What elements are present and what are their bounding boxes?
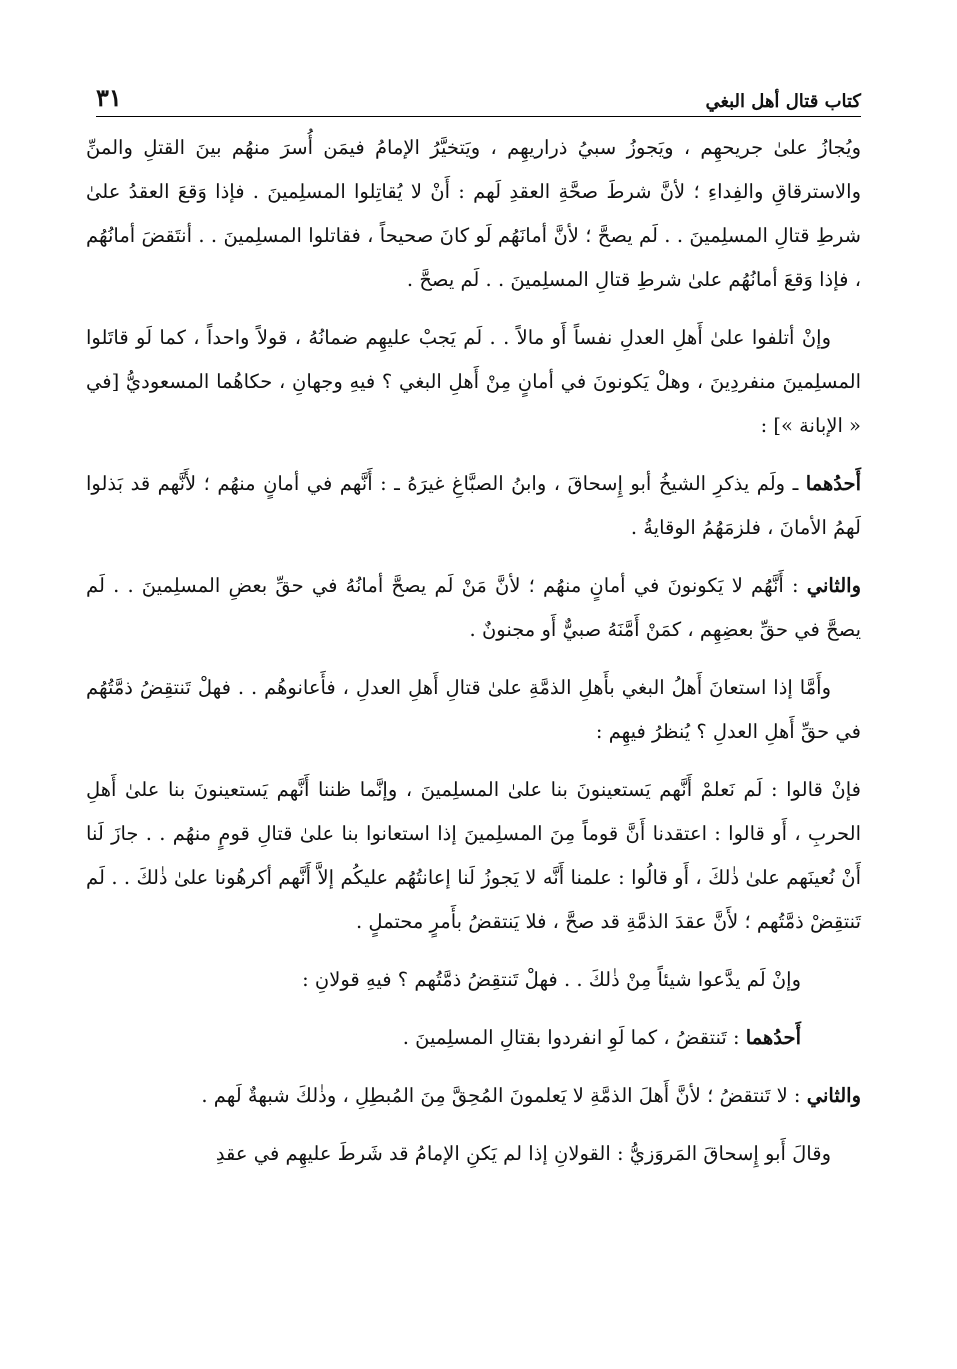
header-rule <box>96 116 861 117</box>
paragraph-lead: أَحدُهما <box>805 472 861 495</box>
paragraph-10 <box>86 1132 861 1176</box>
paragraph-3 <box>86 462 861 550</box>
paragraph-text: : لا تَنتقضُ ؛ لأنَّ أَهلَ الذمَّةِ لا يَعلمونَ المُحِقَّ مِنَ المُبطِلِ ، وذٰلكَ شبهةٌ لَهم . <box>201 1084 807 1107</box>
paragraph-2 <box>86 316 861 448</box>
paragraph-text: : تَنتقضُ ، كما لَوِ انفردوا بقتالِ المسلِمينَ . <box>402 1026 746 1049</box>
paragraph-9 <box>86 1074 861 1118</box>
running-title: كتاب قتال أهل البغي <box>705 91 861 112</box>
paragraph-1 <box>86 126 861 302</box>
paragraph-text: وإنْ أتلفوا علىٰ أَهلِ العدلِ نفساً أَو مالاً . . لَم يَجبْ عليهِم ضمانُهُ ، قولاً واحداً ، كما لَو قاتَلوا المسلِمينَ منفردِينَ ، وهلْ يَكونونَ في أمانٍ مِنْ أَهلِ البغي ؟ فيهِ وجهانِ ، حكاهُما المسعوديُّ [في « الإبانة »] : <box>86 326 861 437</box>
paragraph-text: ويُجازُ علىٰ جريحهِم ، ويَجوزُ سبيُ ذراريهِم ، ويَتخيَّرُ الإمامُ فيمَن أُسرَ منهُم بينَ القتلِ والمنِّ والاسترقاقِ والفِداءِ ؛ لأنَّ شرطَ صحَّةِ العقدِ لَهم : أَنْ لا يُقاتِلوا المسلِمينَ . فإذا وَقعَ العقدُ علىٰ شرطِ قتالِ المسلِمينَ . . لَم يصحَّ ؛ لأنَّ أمانَهُم لَو كانَ صحيحاً ، فقاتلوا المسلِمينَ . . أنتَقضَ أمانُهُم ، فإذا وَقعَ أمانُهُم علىٰ شرطِ قتالِ المسلِمينَ . . لَم يصحَّ . <box>86 136 861 291</box>
paragraph-lead: أَحدُهما <box>745 1026 801 1049</box>
paragraph-4 <box>86 564 861 652</box>
paragraph-lead: والثاني <box>806 1084 861 1107</box>
paragraph-8 <box>86 1016 861 1060</box>
paragraph-text: ـ ولَم يذكرِ الشيخُ أبو إِسحاقَ ، وابنُ الصبَّاغِ غيرَهُ ـ : أَنَّهم في أمانٍ منهُم ؛ لأَنَّهم قد بَذلوا لَهمُ الأمانَ ، فلزمَهُمُ الوقايةُ . <box>86 472 861 539</box>
page-number: ٣١ <box>96 83 122 112</box>
page-body <box>86 126 861 1190</box>
page-header <box>96 78 861 112</box>
paragraph-text: : أَنَّهُم لا يَكونونَ في أمانٍ منهُم ؛ لأنَّ مَنْ لَم يصحَّ أمانُهُ في حقِّ بعضِ المسلِمينَ . . لَم يصحَّ في حقِّ بعضِهِم ، كمَنْ أَمَّنَهُ صبيٌّ أَو مجنونٌ . <box>86 574 861 641</box>
paragraph-text: وقالَ أَبو إِسحاقَ المَروَزيُّ : القولانِ إذا لم يَكنِ الإمامُ قد شَرطَ عليهِم في عقدِ <box>215 1142 831 1165</box>
paragraph-text: وأَمَّا إذا استعانَ أَهلُ البغي بأَهلِ الذمَّةِ علىٰ قتالِ أَهلِ العدلِ ، فأَعانوهُم . . فهلْ تَنتقِضُ ذمَّتُهُم في حقِّ أَهلِ العدلِ ؟ يُنظرُ فيهِم : <box>86 676 861 743</box>
paragraph-7 <box>86 958 861 1002</box>
paragraph-text: وإنْ لَم يدَّعوا شيئاً مِنْ ذٰلكَ . . فهلْ تَنتقِضُ ذمَّتُهم ؟ فيهِ قولانِ : <box>302 968 801 991</box>
paragraph-6 <box>86 768 861 944</box>
paragraph-lead: والثاني <box>806 574 861 597</box>
paragraph-text: فإنْ قالوا : لَم نَعلمْ أَنَّهم يَستعينونَ بنا علىٰ المسلِمينَ ، وإنَّما ظننا أَنَّهم يَستعينونَ بنا علىٰ أَهلِ الحربِ ، أَو قالوا : اعتقدنا أَنَّ قوماً مِنَ المسلِمينَ إذا استعانوا بنا علىٰ قتالِ قومٍ منهُم . . جازَ لَنا أَنْ نُعينَهم علىٰ ذٰلكَ ، أَو قالُوا : علمنا أَنَّه لا يَجوزُ لَنا إعانتُهُم عليكُم إلاَّ أَنَّهم أكرهُونا علىٰ ذٰلكَ . . لَم تَنتقِضْ ذمَّتُهم ؛ لأَنَّ عقدَ الذمَّةِ قد صحَّ ، فلا يَنتقضُ بأَمرٍ محتملٍ . <box>86 778 861 933</box>
paragraph-5 <box>86 666 861 754</box>
